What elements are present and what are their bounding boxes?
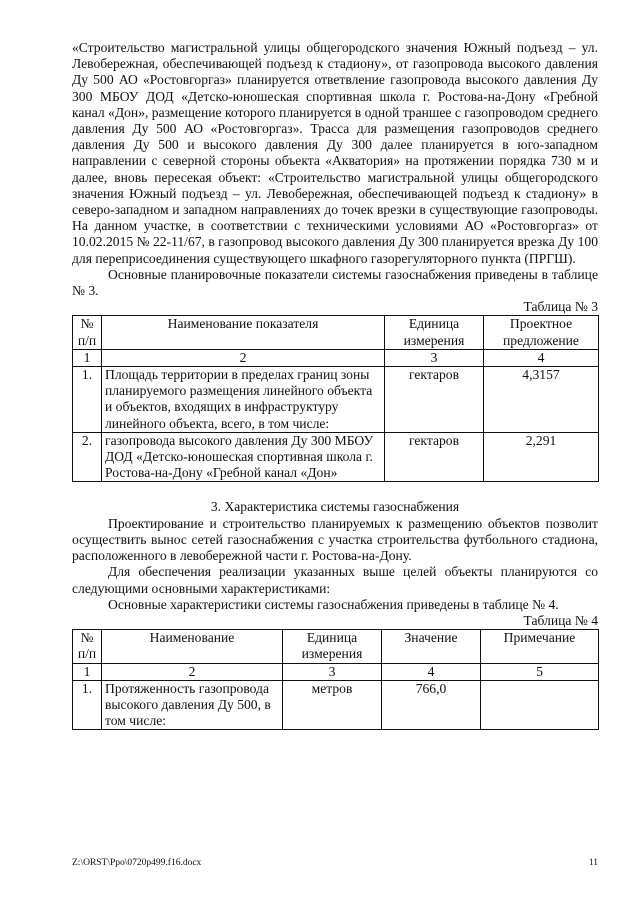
row-name: газопровода высокого давления Ду 300 МБОУ ДОД «Детско-юношеская спортивная школа г. Ростова-на-Дону «Гребной канал «Дон» xyxy=(102,432,385,482)
column-number: 2 xyxy=(102,349,385,366)
table-row xyxy=(73,432,599,482)
row-value: 2,291 xyxy=(484,432,599,482)
table3-intro: Основные планировочные показатели системы газоснабжения приведены в таблице № 3. xyxy=(72,266,598,299)
row-unit: гектаров xyxy=(385,432,484,482)
footer-file-path: Z:\ORST\Ppo\0720p499.f16.docx xyxy=(72,858,202,868)
column-header: № п/п xyxy=(73,630,102,663)
row-number: 2. xyxy=(73,432,102,482)
table3-caption: Таблица № 3 xyxy=(523,299,598,315)
table4-caption: Таблица № 4 xyxy=(523,612,598,628)
section-heading: 3. Характеристика системы газоснабжения xyxy=(210,499,460,515)
column-number: 1 xyxy=(73,663,102,680)
column-header: Значение xyxy=(382,630,481,663)
row-unit: гектаров xyxy=(385,367,484,433)
column-header: Наименование показателя xyxy=(102,316,385,349)
page-number: 11 xyxy=(588,858,598,868)
row-number: 1. xyxy=(73,367,102,433)
column-header: Наименование xyxy=(102,630,283,663)
table-header-row xyxy=(73,630,599,663)
column-number: 2 xyxy=(102,663,283,680)
row-unit: метров xyxy=(283,680,382,730)
column-header: Проектное предложение xyxy=(484,316,599,349)
column-number: 4 xyxy=(484,349,599,366)
table-3 xyxy=(72,315,599,482)
table-number-row xyxy=(73,349,599,366)
intro-paragraph: «Строительство магистральной улицы общегородского значения Южный подъезд – ул. Левобережная, обеспечивающей подъезд к стадиону», от газопровода высокого давления Ду 500 АО «Ростовгоргаз» планируется ответвление газопровода высокого давления Ду 300 МБОУ ДОД «Детско-юношеская спортивная школа г. Ростова-на-Дону «Гребной канал «Дон», размещение которого планируется в одной траншее с газопроводом среднего давления Ду 500 АО «Ростовгоргаз». Трасса для размещения газопроводов среднего давления Ду 500 и высокого давления Ду 300 далее планируется в юго-западном направлении с северной стороны объекта «Акватория» на протяжении порядка 730 м и далее, вновь пересекая объект: «Строительство магистральной улицы общегородского значения Южный подъезд – ул. Левобережная, обеспечивающей подъезд к стадиону» в северо-западном и западном направлениях до точек врезки в существующие газопроводы. На данном участке, в соответствии с техническими условиями АО «Ростовгоргаз» от 10.02.2015 № 22-11/67, в газопровод высокого давления Ду 300 планируется врезка Ду 100 для переприсоединения существующего шкафного газорегуляторного пункта (ПРГШ). xyxy=(72,40,598,266)
row-value: 766,0 xyxy=(382,680,481,730)
document-page xyxy=(72,40,598,730)
column-header: Единица измерения xyxy=(385,316,484,349)
table-row xyxy=(73,367,599,433)
section-paragraph-1: Проектирование и строительство планируемых к размещению объектов позволит осуществить вынос сетей газоснабжения с участка строительства футбольного стадиона, расположенного в левобережной части г. Ростова-на-Дону. xyxy=(72,515,598,564)
row-name: Площадь территории в пределах границ зоны планируемого размещения линейного объекта и объектов, входящих в инфраструктуру линейного объекта, всего, в том числе: xyxy=(102,367,385,433)
page-footer xyxy=(72,857,598,869)
column-number: 1 xyxy=(73,349,102,366)
column-number: 3 xyxy=(283,663,382,680)
column-header: Единица измерения xyxy=(283,630,382,663)
column-number: 5 xyxy=(481,663,599,680)
column-header: Примечание xyxy=(481,630,599,663)
row-number: 1. xyxy=(73,680,102,730)
column-number: 4 xyxy=(382,663,481,680)
row-name: Протяженность газопровода высокого давления Ду 500, в том числе: xyxy=(102,680,283,730)
table4-intro: Основные характеристики системы газоснабжения приведены в таблице № 4. xyxy=(108,596,559,612)
column-number: 3 xyxy=(385,349,484,366)
table-header-row xyxy=(73,316,599,349)
table-number-row xyxy=(73,663,599,680)
section-paragraph-2: Для обеспечения реализации указанных выше целей объекты планируются со следующими основными характеристиками: xyxy=(72,564,598,596)
table-4 xyxy=(72,629,599,730)
column-header: № п/п xyxy=(73,316,102,349)
table-row xyxy=(73,680,599,730)
row-note xyxy=(481,680,599,730)
row-value: 4,3157 xyxy=(484,367,599,433)
